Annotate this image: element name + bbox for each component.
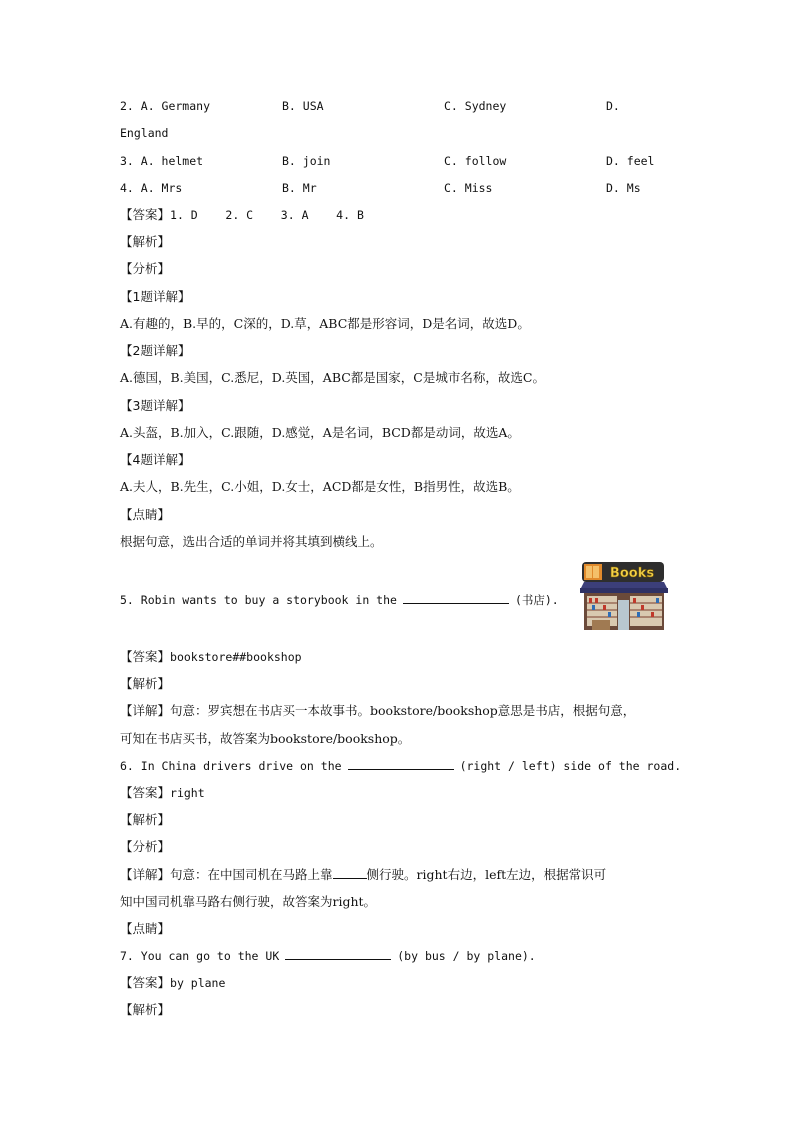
analysis-tag: 【解析】	[120, 234, 171, 249]
q5-detail-text-1: 句意：罗宾想在书店买一本故事书。bookstore/bookshop意思是书店，根据句意，	[170, 703, 636, 718]
q4-detail-heading: 【4题详解】	[120, 452, 191, 467]
q4-option-c: C. Miss	[444, 181, 493, 195]
q5-blank	[403, 592, 509, 604]
dianjing-tag: 【点睛】	[120, 507, 171, 522]
q7-hint: (by bus / by plane).	[397, 949, 536, 963]
q5-text: 5. Robin wants to buy a storybook in the	[120, 593, 397, 607]
q2-detail: A.德国，B.美国，C.悉尼，D.英国，ABC都是国家，C是城市名称，故选C。	[120, 370, 545, 385]
analysis-tag: 【解析】	[120, 1002, 171, 1017]
q5-detail-line-1	[120, 702, 674, 720]
analysis-tag: 【解析】	[120, 676, 171, 691]
q6-hint: (right / left) side of the road.	[459, 759, 682, 773]
q6-text: 6. In China drivers drive on the	[120, 759, 342, 773]
q6-detail-text-1a: 句意：在中国司机在马路上靠	[170, 867, 333, 882]
answer-7	[120, 974, 674, 992]
answer-6	[120, 784, 674, 802]
q6-detail-line-2: 知中国司机靠马路右侧行驶，故答案为right。	[120, 894, 377, 909]
q3-option-c: C. follow	[444, 154, 507, 168]
q4-detail: A.夫人，B.先生，C.小姐，D.女士，ACD都是女性，B指男性，故选B。	[120, 479, 520, 494]
answer-tag: 【答案】	[120, 975, 171, 990]
q4-option-a: 4. A. Mrs	[120, 181, 183, 195]
q3-option-a: 3. A. helmet	[120, 154, 204, 168]
answers-1-4	[120, 206, 674, 224]
fenxi-tag: 【分析】	[120, 261, 171, 276]
q2-option-a: 2. A. Germany	[120, 99, 211, 113]
q4-option-b: B. Mr	[282, 181, 317, 195]
q7-blank	[285, 948, 391, 960]
q7-text: 7. You can go to the UK	[120, 949, 280, 963]
q3-detail-heading: 【3题详解】	[120, 398, 191, 413]
q1-detail-heading: 【1题详解】	[120, 289, 191, 304]
answer-5	[120, 648, 674, 666]
bookstore-sign-text: Books	[609, 566, 655, 581]
q6-detail-text-1b: 侧行驶。right右边，left左边，根据常识可	[366, 867, 607, 882]
q2-detail-heading: 【2题详解】	[120, 343, 191, 358]
q3-detail: A.头盔，B.加入，C.跟随，D.感觉，A是名词，BCD都是动词，故选A。	[120, 425, 520, 440]
bookstore-illustration	[578, 560, 670, 632]
answer-5-value: bookstore##bookshop	[170, 650, 302, 664]
answer-6-value: right	[170, 786, 205, 800]
question-6	[120, 757, 682, 775]
answer-tag: 【答案】	[120, 207, 171, 222]
question-7	[120, 947, 674, 965]
q2-option-d-continued: England	[120, 126, 169, 140]
q2-option-b: B. USA	[282, 99, 324, 113]
xiangjie-tag: 【详解】	[120, 867, 171, 882]
q6-detail-line-1	[120, 866, 674, 884]
xiangjie-tag: 【详解】	[120, 703, 171, 718]
q6-blank	[348, 758, 454, 770]
dianjing-tag: 【点睛】	[120, 921, 171, 936]
q6-detail-blank	[333, 867, 367, 879]
fenxi-tag: 【分析】	[120, 839, 171, 854]
analysis-tag: 【解析】	[120, 812, 171, 827]
instruction: 根据句意，选出合适的单词并将其填到横线上。	[120, 534, 383, 549]
q5-detail-line-2: 可知在书店买书，故答案为bookstore/bookshop。	[120, 731, 411, 746]
q3-option-b: B. join	[282, 154, 331, 168]
answer-tag: 【答案】	[120, 785, 171, 800]
q2-option-d: D.	[606, 99, 620, 113]
q1-detail: A.有趣的，B.早的，C深的，D.草，ABC都是形容词，D是名词，故选D。	[120, 316, 530, 331]
answer-tag: 【答案】	[120, 649, 171, 664]
q4-option-d: D. Ms	[606, 181, 641, 195]
q2-option-c: C. Sydney	[444, 99, 507, 113]
q5-hint: (书店).	[514, 593, 559, 607]
q3-option-d: D. feel	[606, 154, 655, 168]
answer-7-value: by plane	[170, 976, 226, 990]
answers-values: 1. D 2. C 3. A 4. B	[170, 208, 364, 222]
